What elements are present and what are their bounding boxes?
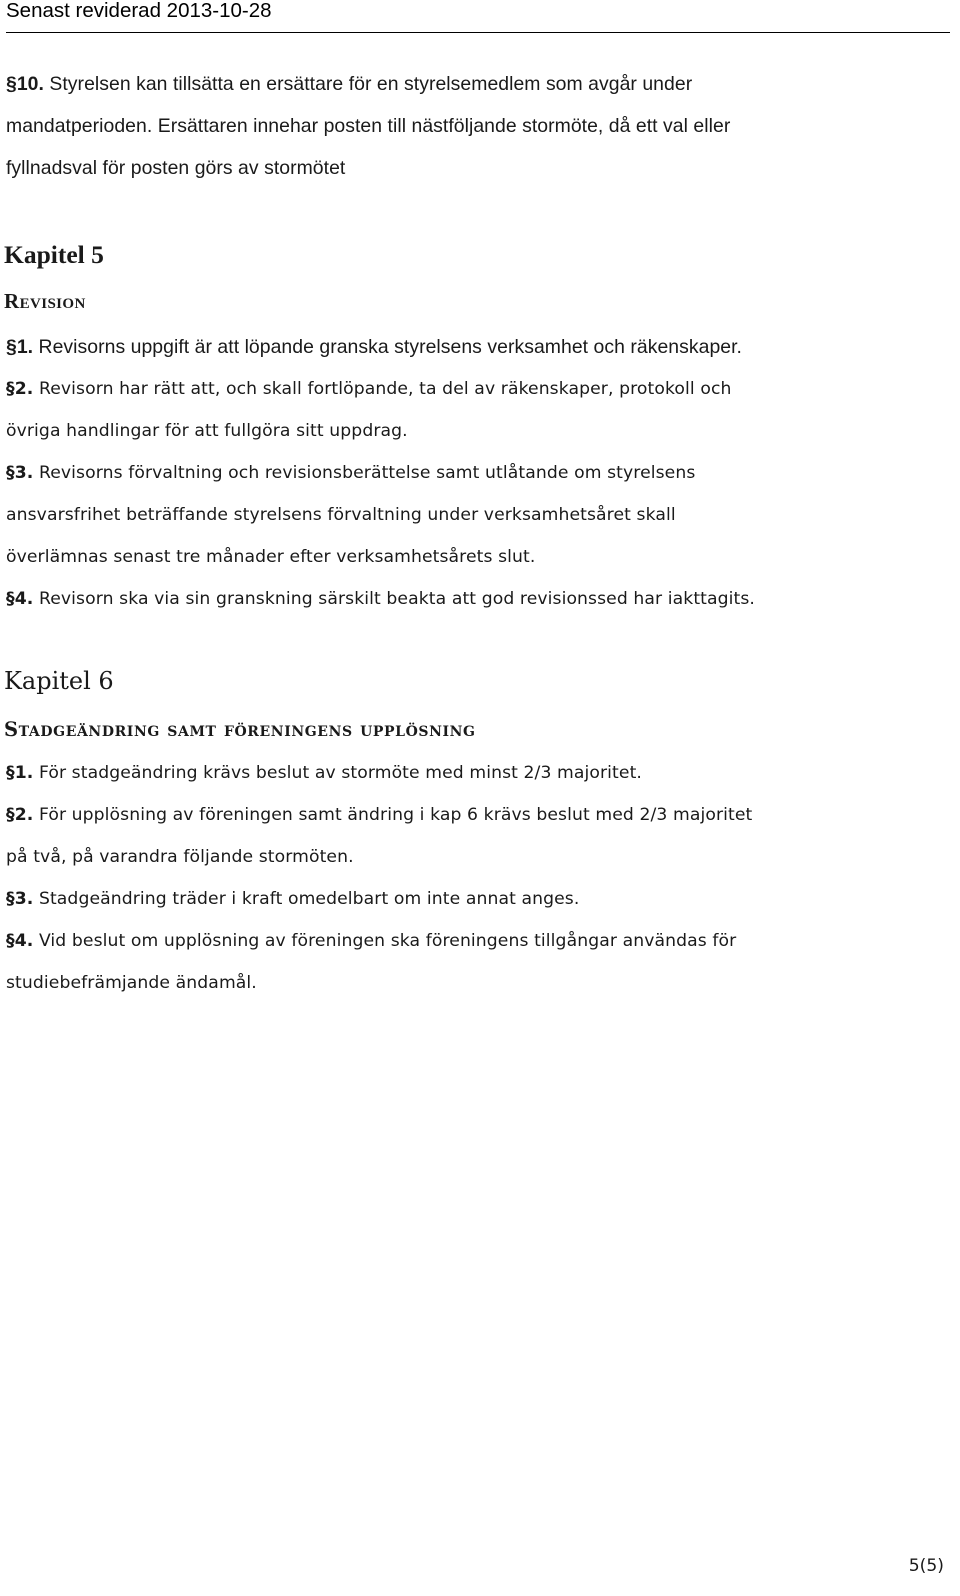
paragraph-number: §3. bbox=[6, 463, 34, 483]
paragraph-10 bbox=[6, 63, 730, 189]
paragraph-number: §4. bbox=[6, 931, 34, 951]
paragraph-line: studiebefrämjande ändamål. bbox=[6, 973, 257, 993]
paragraph-number: §2. bbox=[6, 379, 34, 399]
paragraph-number: §1. bbox=[6, 336, 34, 358]
paragraph-line: §4. Revisorn ska via sin granskning särskilt beakta att god revisionssed har iakttagits. bbox=[6, 589, 755, 609]
paragraph-number: §1. bbox=[6, 763, 34, 783]
page-number: 5(5) bbox=[908, 1556, 944, 1576]
chapter-6-subtitle: Stadgeändring samt föreningens upplösning bbox=[4, 718, 476, 741]
chapter-5-section-4 bbox=[6, 578, 755, 620]
chapter-5-section-1 bbox=[6, 326, 742, 368]
paragraph-line: §2. För upplösning av föreningen samt ändring i kap 6 krävs beslut med 2/3 majoritet bbox=[6, 805, 753, 825]
revision-date-header: Senast reviderad 2013-10-28 bbox=[6, 0, 272, 22]
paragraph-number: §10. bbox=[6, 73, 44, 95]
paragraph-line: fyllnadsval för posten görs av stormötet bbox=[6, 157, 346, 179]
paragraph-line: §2. Revisorn har rätt att, och skall fortlöpande, ta del av räkenskaper, protokoll och bbox=[6, 379, 732, 399]
paragraph-line: mandatperioden. Ersättaren innehar posten till nästföljande stormöte, då ett val eller bbox=[6, 115, 731, 137]
paragraph-line: §3. Stadgeändring träder i kraft omedelbart om inte annat anges. bbox=[6, 889, 580, 909]
chapter-5-section-3 bbox=[6, 452, 695, 578]
chapter-6-section-4 bbox=[6, 920, 736, 1004]
paragraph-line: överlämnas senast tre månader efter verksamhetsårets slut. bbox=[6, 547, 536, 567]
paragraph-line: §3. Revisorns förvaltning och revisionsberättelse samt utlåtande om styrelsens bbox=[6, 463, 696, 483]
paragraph-line: §1. För stadgeändring krävs beslut av stormöte med minst 2/3 majoritet. bbox=[6, 763, 642, 783]
chapter-6-section-1 bbox=[6, 752, 642, 794]
header-rule bbox=[6, 32, 950, 33]
paragraph-line: övriga handlingar för att fullgöra sitt uppdrag. bbox=[6, 421, 408, 441]
chapter-5-title: Kapitel 5 bbox=[4, 240, 104, 269]
paragraph-line: §1. Revisorns uppgift är att löpande granska styrelsens verksamhet och räkenskaper. bbox=[6, 336, 742, 358]
paragraph-number: §4. bbox=[6, 589, 34, 609]
chapter-5-subtitle: Revision bbox=[4, 289, 86, 313]
paragraph-line: ansvarsfrihet beträffande styrelsens förvaltning under verksamhetsåret skall bbox=[6, 505, 676, 525]
chapter-5-section-2 bbox=[6, 368, 732, 452]
chapter-6-section-2 bbox=[6, 794, 752, 878]
paragraph-line: §4. Vid beslut om upplösning av föreningen ska föreningens tillgångar användas för bbox=[6, 931, 737, 951]
paragraph-line: §10. Styrelsen kan tillsätta en ersättare för en styrelsemedlem som avgår under bbox=[6, 73, 693, 95]
chapter-6-section-3 bbox=[6, 878, 579, 920]
paragraph-number: §3. bbox=[6, 889, 34, 909]
chapter-6-title: Kapitel 6 bbox=[4, 667, 114, 695]
paragraph-line: på två, på varandra följande stormöten. bbox=[6, 847, 354, 867]
paragraph-number: §2. bbox=[6, 805, 34, 825]
